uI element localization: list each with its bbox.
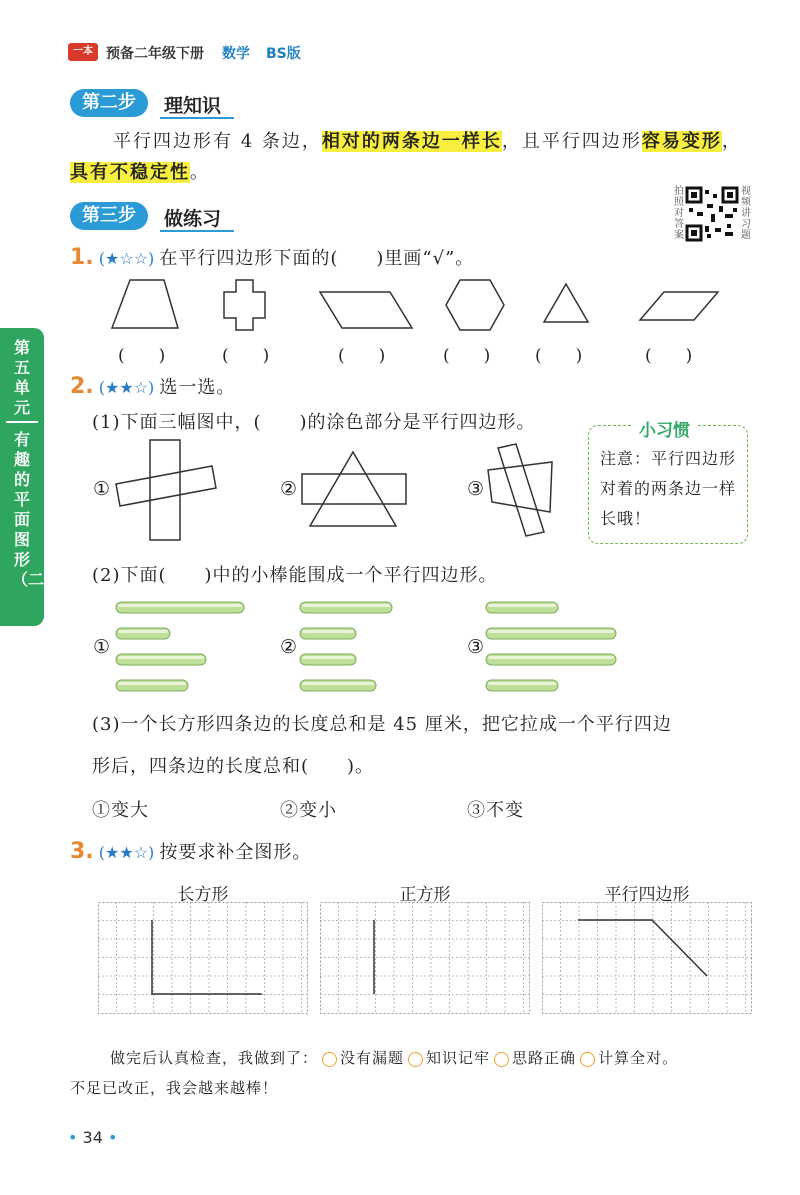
grid-2-square-task[interactable] bbox=[320, 902, 530, 1014]
question-2-sub3-line1: (3)一个长方形四条边的长度总和是 45 厘米，把它拉成一个平行四边 bbox=[92, 714, 672, 735]
stick-3b bbox=[486, 628, 616, 639]
question-3-number: 3. bbox=[70, 839, 94, 864]
self-check-intro: 做完后认真检查，我做到了： bbox=[110, 1049, 319, 1067]
sticks-label-1: ① bbox=[93, 636, 111, 658]
page-dot-left: • bbox=[68, 1128, 78, 1147]
question-1-number: 1. bbox=[70, 245, 94, 270]
question-2-sub1: (1)下面三幅图中，( )的涂色部分是平行四边形。 bbox=[92, 412, 536, 433]
step2-underline bbox=[160, 117, 234, 119]
page-number bbox=[68, 1128, 117, 1147]
question-3-text: 按要求补全图形。 bbox=[159, 842, 312, 863]
step3-pill: 第三步 bbox=[70, 202, 148, 230]
grid-3-title: 平行四边形 bbox=[604, 885, 690, 905]
unit-side-tab bbox=[0, 328, 61, 626]
question-1-shapes bbox=[90, 270, 730, 340]
check-circle-icon[interactable] bbox=[408, 1052, 423, 1067]
qr-right-caption: 视频讲习题 bbox=[741, 186, 751, 241]
figure-label-2: ② bbox=[280, 478, 298, 500]
knowledge-text-b: ，且平行四边形 bbox=[501, 131, 642, 152]
knowledge-text-a: 平行四边形有 4 条边， bbox=[113, 131, 322, 152]
step2-title: 理知识 bbox=[164, 95, 222, 117]
stick-3c bbox=[486, 654, 616, 665]
check-circle-icon[interactable] bbox=[322, 1052, 337, 1067]
unit-topic: 有趣的平面图形（二） bbox=[12, 430, 61, 589]
answer-paren-3[interactable]: ( ) bbox=[338, 346, 386, 366]
grid-3-parallelogram-task[interactable] bbox=[542, 902, 752, 1014]
grid-1-title: 长方形 bbox=[177, 885, 229, 905]
option-1[interactable]: ①变大 bbox=[92, 800, 149, 821]
self-check-line2: 不足已改正，我会越来越棒！ bbox=[70, 1079, 279, 1097]
knowledge-text-end: 。 bbox=[190, 162, 210, 183]
knowledge-highlight-1: 相对的两条边一样长 bbox=[321, 131, 502, 152]
stick-2d bbox=[300, 680, 376, 691]
check-circle-icon[interactable] bbox=[494, 1052, 509, 1067]
tip-text: 注意：平行四边形对着的两条边一样长哦！ bbox=[600, 449, 737, 528]
stick-2a bbox=[300, 602, 392, 613]
answer-paren-1[interactable]: ( ) bbox=[118, 346, 166, 366]
hexagon-shape bbox=[446, 280, 504, 330]
answer-paren-2[interactable]: ( ) bbox=[222, 346, 270, 366]
qr-left-caption: 拍照对答案 bbox=[674, 186, 684, 241]
figure-label-1: ① bbox=[93, 478, 111, 500]
question-1-text: 在平行四边形下面的( )里画“√”。 bbox=[159, 248, 475, 269]
question-3-header bbox=[70, 838, 311, 864]
parallelogram-shape-2 bbox=[640, 292, 718, 320]
knowledge-highlight-2: 容易变形 bbox=[641, 131, 722, 152]
question-2-sub2: (2)下面( )中的小棒能围成一个平行四边形。 bbox=[92, 565, 498, 586]
question-2-number: 2. bbox=[70, 374, 94, 399]
subject-label: 数学 bbox=[222, 46, 250, 62]
triangle-shape bbox=[544, 284, 588, 322]
version-label: BS版 bbox=[266, 46, 301, 62]
stick-1b bbox=[116, 628, 170, 639]
question-1-stars: (★☆☆) bbox=[98, 249, 155, 268]
knowledge-text-c: ， bbox=[721, 131, 742, 152]
question-2-sub3-line2: 形后，四条边的长度总和( )。 bbox=[92, 756, 375, 777]
check-item-2: 知识记牢 bbox=[426, 1049, 491, 1067]
book-title: 预备二年级下册 bbox=[106, 46, 204, 62]
stick-2b bbox=[300, 628, 356, 639]
grid-1-rectangle-task[interactable] bbox=[98, 902, 308, 1014]
sticks-figure bbox=[110, 596, 630, 696]
knowledge-paragraph-line2 bbox=[70, 158, 210, 184]
question-1-header bbox=[70, 244, 474, 270]
stick-3d bbox=[486, 680, 558, 691]
book-logo: 一本 bbox=[68, 43, 98, 61]
question-3-stars: (★★☆) bbox=[98, 843, 155, 862]
stick-2c bbox=[300, 654, 356, 665]
question-2-stars: (★★☆) bbox=[98, 378, 155, 397]
self-check-line bbox=[110, 1047, 678, 1068]
unit-number: 第五单元 bbox=[13, 338, 30, 417]
step3-title: 做练习 bbox=[164, 208, 222, 230]
answer-paren-5[interactable]: ( ) bbox=[535, 346, 583, 366]
sticks-label-2: ② bbox=[280, 636, 298, 658]
side-tab-divider bbox=[6, 421, 38, 423]
answer-paren-4[interactable]: ( ) bbox=[443, 346, 491, 366]
stick-1d bbox=[116, 680, 188, 691]
check-item-1: 没有漏题 bbox=[340, 1049, 405, 1067]
option-2[interactable]: ②变小 bbox=[280, 800, 337, 821]
sticks-label-3: ③ bbox=[467, 636, 485, 658]
knowledge-paragraph-line1 bbox=[113, 127, 742, 153]
cross-shape bbox=[224, 280, 265, 330]
knowledge-highlight-3: 具有不稳定性 bbox=[70, 162, 190, 183]
figure-label-3: ③ bbox=[467, 478, 485, 500]
option-3[interactable]: ③不变 bbox=[467, 800, 524, 821]
grid-2-title: 正方形 bbox=[399, 885, 451, 905]
step3-underline bbox=[160, 230, 234, 232]
stick-1a bbox=[116, 602, 244, 613]
answer-paren-6[interactable]: ( ) bbox=[645, 346, 693, 366]
stick-1c bbox=[116, 654, 206, 665]
figure-2-triangle-rectangle bbox=[298, 448, 410, 530]
check-item-4: 计算全对。 bbox=[598, 1049, 679, 1067]
trapezoid-shape bbox=[112, 280, 178, 328]
step2-pill: 第二步 bbox=[70, 89, 148, 117]
parallelogram-shape-1 bbox=[320, 292, 412, 328]
check-item-3: 思路正确 bbox=[512, 1049, 577, 1067]
qr-code-icon[interactable] bbox=[685, 186, 739, 242]
figure-3-crossed-shapes bbox=[484, 440, 564, 540]
check-circle-icon[interactable] bbox=[580, 1052, 595, 1067]
stick-3a bbox=[486, 602, 558, 613]
question-2-header bbox=[70, 373, 235, 399]
page-number-value: 34 bbox=[82, 1128, 103, 1147]
page-dot-right: • bbox=[107, 1128, 118, 1147]
figure-1-crossed-rectangles bbox=[112, 436, 222, 544]
tip-title: 小习惯 bbox=[633, 416, 696, 441]
question-2-text: 选一选。 bbox=[159, 377, 236, 398]
